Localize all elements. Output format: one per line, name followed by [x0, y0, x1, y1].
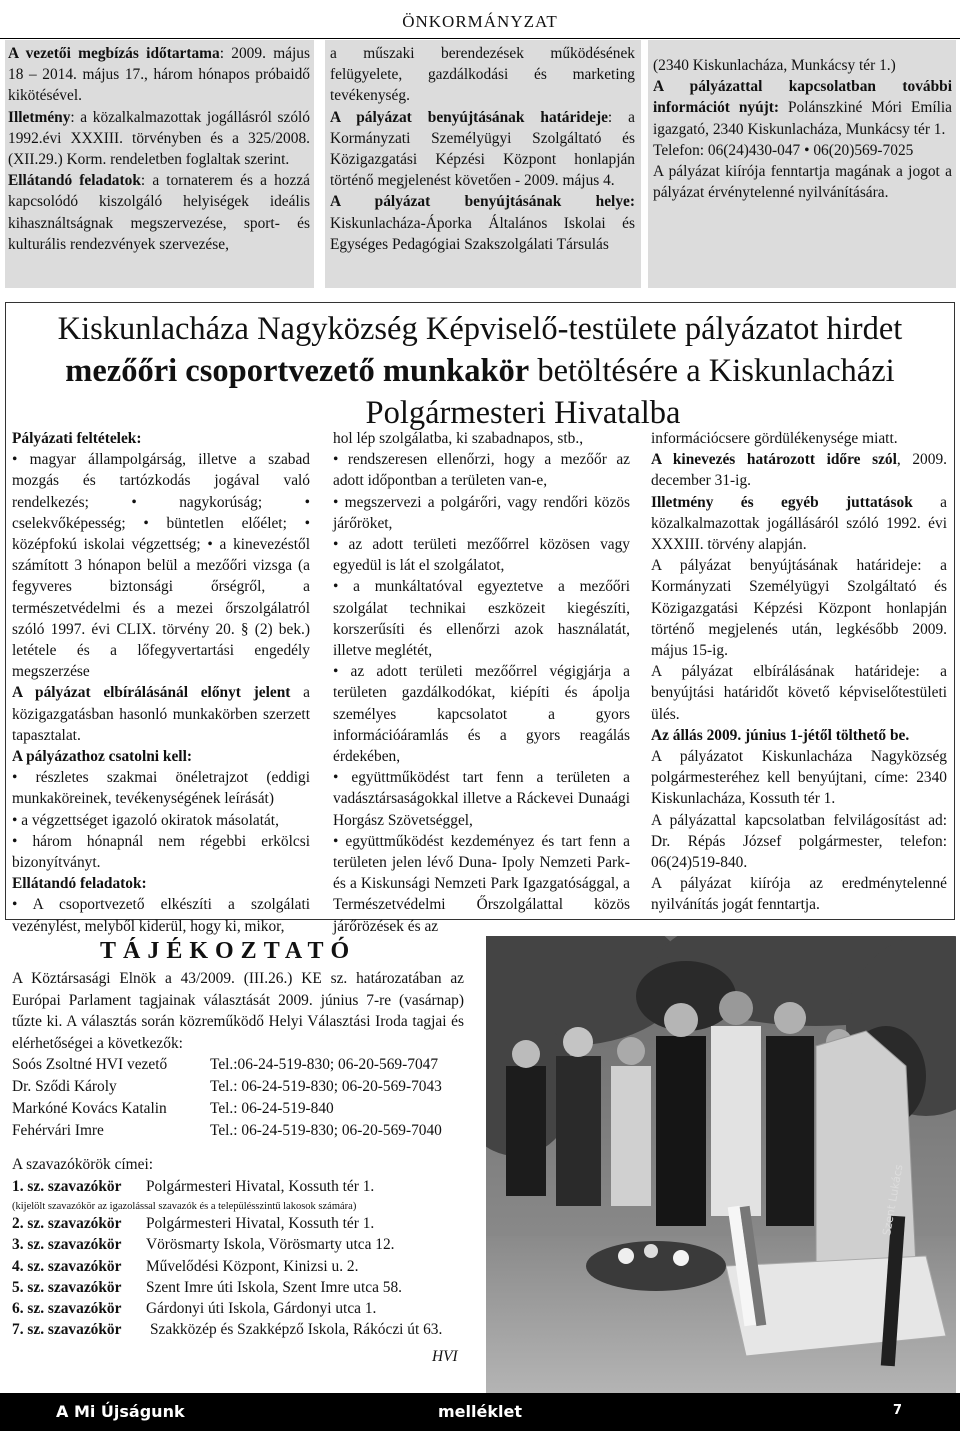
job-ad-headline — [20, 308, 940, 434]
paragraph — [12, 428, 310, 449]
paragraph — [12, 746, 310, 767]
paragraph-lead: A vezetői megbízás időtartama — [8, 45, 220, 62]
paragraph-text: : a Kormányzati Személyügyi Szolgáltató és Közigazgatási Képzési Központ honlapján történő megjelenést követően - 2009. május 4. — [330, 108, 635, 190]
booth-address: Művelődési Központ, Kinizsi u. 2. — [146, 1257, 359, 1275]
booth-label: 6. sz. szavazókör — [12, 1299, 122, 1317]
booth-label: 7. sz. szavazókör — [12, 1321, 122, 1339]
paragraph — [653, 76, 952, 140]
paragraph-text: • az adott területi mezőőrrel végigjárja a területen gazdálkodókat, kiépíti és ápolja személyes kapcsolatot a gyors információáramlás és a gyors reagálás érdekében, — [333, 663, 630, 766]
paragraph-text: Polánszkiné Móri Emília igazgató, 2340 Kiskunlacháza, Munkácsy tér 1. — [653, 99, 953, 138]
paragraph-text: : 2009. május 18 – 2014. május 17., három hónapos próbaidő kikötésével. — [8, 45, 310, 105]
booth-label: 5. sz. szavazókör — [12, 1278, 122, 1296]
paragraph-text: A pályázatot Kiskunlacháza Nagyközség polgármesteréhez kell benyújtani, címe: 2340 Kiskunlacháza, Kossuth tér 1. — [651, 748, 947, 808]
paragraph — [651, 873, 947, 915]
paragraph — [653, 161, 952, 203]
paragraph-text: információcsere gördülékenysége miatt. — [651, 430, 898, 447]
page-number: 7 — [893, 1403, 903, 1418]
paragraph — [12, 767, 310, 809]
paragraph — [330, 107, 635, 192]
contact-list — [12, 1056, 482, 1144]
paragraph-text: • a végzettséget igazoló okiratok másolatát, — [12, 811, 279, 829]
notice-title: TÁJÉKOZTATÓ — [100, 938, 357, 964]
paragraph-text: • az adott területi mezőőrrel közösen vagy egyedül is lát el szolgálatot, — [333, 536, 630, 575]
headline-line-1: Kiskunlacháza Nagyközség Képviselő-testülete pályázatot hirdet — [57, 311, 903, 347]
contact-name: Dr. Sződi Károly — [12, 1078, 117, 1095]
paragraph — [333, 492, 630, 534]
footer-publication: A Mi Újságunk — [56, 1402, 185, 1421]
booth-row — [12, 1236, 482, 1257]
contact-name: Markóné Kovács Katalin — [12, 1100, 167, 1117]
paragraph — [333, 576, 630, 661]
notice-intro: A Köztársasági Elnök a 43/2009. (III.26.) KE sz. határozatában az Európai Parlament tagjainak választását 2009. június 7-re (vasárnap) tűzte ki. A választás során közreműködő Helyi Választási Iroda tagjai és elérhetőségei a következők: — [12, 970, 464, 1052]
booth-address: Vörösmarty Iskola, Vörösmarty utca 12. — [146, 1236, 395, 1254]
paragraph-text: A pályázat elbírálásának határideje: a benyújtási határidőt követő képviselőtestületi ülés. — [651, 663, 947, 723]
paragraph-text: Kiskunlacháza-Áporka Általános Iskolai és Egységes Pedagógiai Szakszolgálati Társulás — [330, 214, 635, 253]
paragraph — [651, 661, 947, 725]
paragraph-text: • együttműködést tart fenn a területen a vadásztársaságokkal illetve a Ráckevei Dunaági Horgász Szövetséggel, — [333, 769, 630, 829]
paragraph — [8, 170, 310, 255]
paragraph-lead: Pályázati feltételek: — [12, 430, 142, 447]
paragraph — [651, 810, 947, 874]
booth-row — [12, 1321, 482, 1342]
booth-row — [12, 1300, 482, 1321]
paragraph-text: • rendszeresen ellenőrzi, hogy a mezőőr az adott időpontban a területen van-e, — [333, 451, 630, 490]
paragraph — [333, 428, 630, 449]
paragraph-text: A pályázat kiírója az eredménytelenné nyilvánítás jogát fenntartja. — [651, 875, 947, 914]
section-title: ÖNKORMÁNYZAT — [402, 12, 558, 31]
paragraph-text: A pályázat kiírója fenntartja magának a jogot a pályázat érvénytelenné nyilvánítására. — [653, 163, 952, 202]
paragraph-lead: A pályázat elbírálásánál előnyt jelent — [12, 684, 291, 702]
booth-label: 3. sz. szavazókör — [12, 1236, 122, 1254]
headline-line-3: Polgármesteri Hivatalba — [365, 395, 681, 431]
booth-row — [12, 1279, 482, 1300]
contact-row — [12, 1100, 482, 1122]
paragraph — [12, 873, 310, 894]
booth-address: Szakközép és Szakképző Iskola, Rákóczi út 63. — [150, 1321, 443, 1339]
booth-address: Szent Imre úti Iskola, Szent Imre utca 58. — [146, 1278, 403, 1296]
paragraph-text: A pályázattal kapcsolatban felvilágosítást ad: Dr. Répás József polgármester, telefon: 06(24)519-840. — [651, 811, 947, 872]
paragraph-text: , 2009. december 31-ig. — [651, 451, 947, 490]
memorial-photo — [486, 936, 956, 1408]
top-column-1 — [5, 40, 314, 288]
headline-line-2-rest: betöltésére a Kiskunlacházi — [529, 353, 895, 389]
paragraph — [8, 43, 310, 107]
paragraph — [333, 449, 630, 491]
booth-address: Gárdonyi úti Iskola, Gárdonyi utca 1. — [146, 1299, 377, 1317]
paragraph-text: • részletes szakmai önéletrajzot (eddigi munkaköreinek, tevékenységének leírását) — [12, 769, 310, 808]
paragraph-text: : a tornaterem és a hozzá kapcsolódó kiszolgáló helyiségek ideális kihasználtságnak megszervezése, sport- és kulturális rendezvények szervezése, — [8, 172, 310, 253]
paragraph-text: a műszaki berendezések működésének felügyelete, gazdálkodási és marketing tevékenység. — [330, 45, 635, 105]
headline-position: mezőőri csoportvezető munkakör — [65, 353, 530, 389]
contact-phone: Tel.: 06-24-519-840 — [210, 1100, 334, 1117]
paragraph-text: hol lép szolgálatba, ki szabadnapos, stb., — [333, 430, 584, 447]
paragraph — [651, 555, 947, 661]
booth-label: 4. sz. szavazókör — [12, 1257, 122, 1275]
booths-title: A szavazókörök címei: — [12, 1156, 154, 1173]
contact-phone: Tel.: 06-24-519-830; 06-20-569-7043 — [210, 1078, 442, 1095]
top-column-3 — [648, 40, 956, 288]
paragraph — [330, 43, 635, 107]
booth-row — [12, 1215, 482, 1236]
paragraph-text: • megszervezi a polgárőri, vagy rendőri közös járőröket, — [333, 493, 630, 532]
paragraph — [653, 55, 952, 76]
paragraph-text: • együttműködést kezdeményez és tart fenn a területen jelen lévő Duna- Ipoly Nemzeti Park- és a Kiskunsági Nemzeti Park Igazgatósággal, a Természetvédelmi Őrszolgálattal közös járőrözések és az — [333, 832, 630, 935]
paragraph-text: a közalkalmazottak jogállásáról szóló 1992. évi XXXIII. törvény alapján. — [651, 493, 948, 554]
page-footer — [0, 1393, 960, 1431]
paragraph — [12, 449, 310, 682]
booth-row — [12, 1178, 482, 1199]
paragraph — [8, 107, 310, 171]
paragraph-text: Telefon: 06(24)430-047 • 06(20)569-7025 — [653, 141, 914, 159]
paragraph — [12, 682, 310, 746]
paragraph-text: • három hónapnál nem régebbi erkölcsi bizonyítványt. — [12, 832, 310, 872]
paragraph — [12, 810, 310, 831]
mid-column-1 — [12, 428, 310, 937]
booth-row — [12, 1258, 482, 1279]
paragraph-lead: Az állás 2009. június 1-jétől tölthető be. — [651, 726, 910, 744]
paragraph-lead: A pályázattal kapcsolatban további információt nyújt: — [653, 78, 952, 117]
paragraph-text: A pályázat benyújtásának határideje: a Kormányzati Személyügyi Szolgáltató és Közigazgatási Képzési Központ honlapján történő megjelenés után, legkésőbb 2009. május 15-ig. — [651, 557, 947, 660]
paragraph — [651, 492, 947, 556]
contact-phone: Tel.: 06-24-519-830; 06-20-569-7040 — [210, 1122, 442, 1139]
contact-name: Soós Zsoltné HVI vezető — [12, 1056, 168, 1073]
paragraph — [651, 428, 947, 449]
paragraph — [333, 831, 630, 937]
paragraph-lead: Illetmény és egyéb juttatások — [651, 493, 913, 511]
mid-column-3 — [651, 428, 947, 916]
footer-section: melléklet — [438, 1402, 522, 1421]
paragraph-lead: A pályázathoz csatolni kell: — [12, 748, 192, 766]
memorial-photo-svg — [486, 936, 956, 1408]
paragraph-text: • a munkáltatóval egyeztetve a mezőőri szolgálat technikai eszközeit kiegészíti, korszerűsíti és ellenőrzi azok használatát, illetve meglétét, — [333, 578, 630, 660]
header-rule — [0, 38, 960, 39]
booth-label: 1. sz. szavazókör — [12, 1178, 122, 1195]
mid-column-2 — [333, 428, 630, 937]
ribbon-text: Szent Lukács — [880, 1163, 906, 1237]
paragraph — [653, 140, 952, 161]
paragraph-text: (2340 Kiskunlacháza, Munkácsy tér 1.) — [653, 57, 896, 74]
paragraph-lead: A kinevezés határozott időre szól — [651, 451, 897, 469]
headline-line-2 — [20, 350, 940, 392]
paragraph-lead: Illetmény — [8, 108, 71, 126]
paragraph — [651, 449, 947, 491]
paragraph-text: • A csoportvezető elkészíti a szolgálati vezénylést, melyből kiderül, hogy ki, mikor, — [12, 896, 310, 935]
paragraph — [333, 661, 630, 767]
booth-list — [12, 1178, 482, 1342]
booth-note: (kijelölt szavazókör az igazolással szavazók és a településszintű lakosok számára) — [12, 1201, 357, 1213]
paragraph — [651, 725, 947, 746]
paragraph-lead: A pályázat benyújtásának helye: — [330, 193, 635, 211]
booth-label: 2. sz. szavazókör — [12, 1215, 122, 1233]
paragraph — [333, 534, 630, 576]
paragraph — [12, 894, 310, 936]
paragraph — [330, 191, 635, 255]
paragraph — [651, 746, 947, 810]
paragraph — [333, 767, 630, 831]
paragraph-lead: Ellátandó feladatok: — [12, 875, 147, 893]
paragraph-text: a közigazgatásban hasonló munkakörben szerzett tapasztalat. — [12, 684, 310, 744]
paragraph-text: : a közalkalmazottak jogállásról szóló 1992.évi XXXIII. törvényben és a 325/2008.(XII.29.) Korm. rendeletben foglaltak szerint. — [8, 108, 310, 169]
booth-address: Polgármesteri Hivatal, Kossuth tér 1. — [146, 1215, 375, 1233]
contact-phone: Tel.:06-24-519-830; 06-20-569-7047 — [210, 1056, 439, 1073]
contact-row — [12, 1056, 482, 1078]
signature: HVI — [432, 1348, 458, 1365]
top-column-2 — [325, 40, 641, 288]
paragraph — [12, 831, 310, 873]
contact-row — [12, 1078, 482, 1100]
paragraph-lead: Ellátandó feladatok — [8, 172, 141, 190]
booth-address: Polgármesteri Hivatal, Kossuth tér 1. — [146, 1178, 375, 1195]
paragraph-text: • magyar állampolgárság, illetve a szabad mozgás és tartózkodás jogával való rendelkezés; • nagykorúság; • cselekvőképesség; • büntetlen előélet; • középfokú iskolai végzettség; • a kinevezéstől számított 3 hónapon belül a mezőőri vizsga (a fegyveres biztonsági őrségről, a természetvédelmi és a mezei őrszolgálatról szóló 1997. évi CLIX. törvény 20. § (2) bek.) letétele és a lőfegyvertartási engedély megszerzése — [12, 451, 310, 681]
contact-name: Fehérvári Imre — [12, 1122, 104, 1139]
contact-row — [12, 1122, 482, 1144]
paragraph-lead: A pályázat benyújtásának határideje — [330, 108, 608, 126]
